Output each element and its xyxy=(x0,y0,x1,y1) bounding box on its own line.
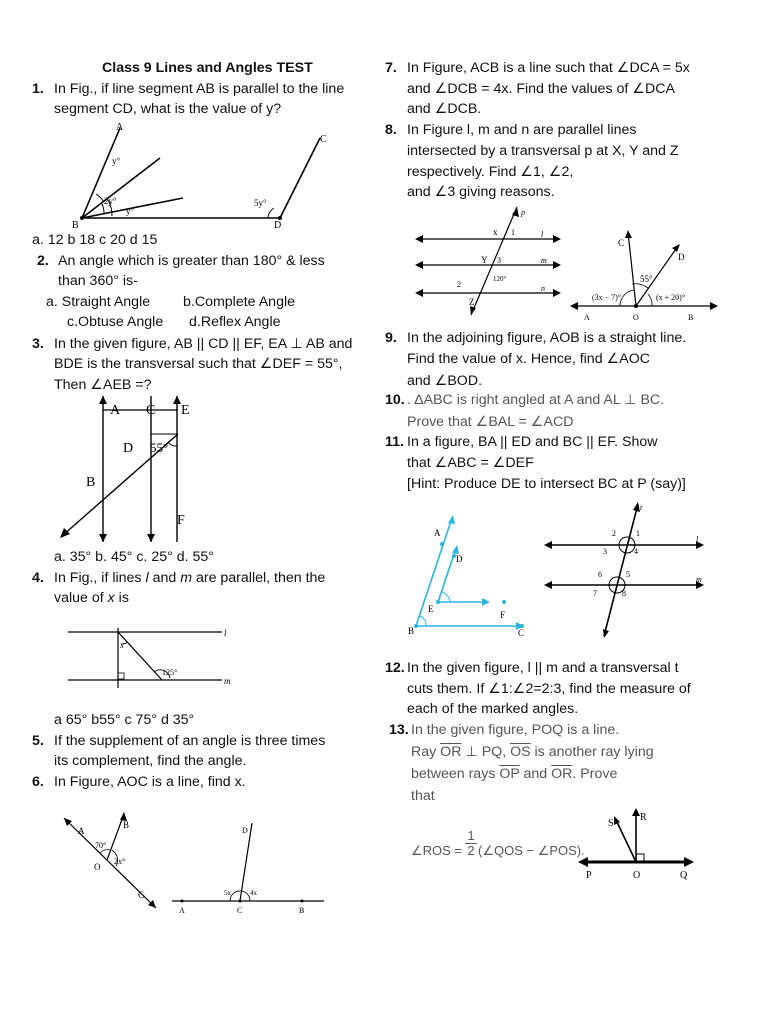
q3-text-line2: BDE is the transversal such that ∠DEF = 55°, xyxy=(54,356,343,372)
q13-text-part4: between rays xyxy=(411,766,500,782)
q9-angle-55: 55° xyxy=(640,274,653,284)
q3-options: a. 35° b. 45° c. 25° d. 55° xyxy=(54,549,214,565)
q3-text-line1: In the given figure, AB || CD || EF, EA ⊥ AB and xyxy=(54,336,353,352)
q8-label-x: x xyxy=(493,227,498,237)
q5-text-line1: If the supplement of an angle is three times xyxy=(54,733,326,749)
q11-label-A: A xyxy=(434,528,441,538)
q8-text-line1: In Figure l, m and n are parallel lines xyxy=(407,122,637,138)
q8-angle-120: 120° xyxy=(493,275,507,283)
q8-text-line3: respectively. Find ∠1, ∠2, xyxy=(407,164,574,180)
q4-label-m: m xyxy=(224,676,231,686)
q8-text-line2: intersected by a transversal p at X, Y and Z xyxy=(407,143,679,159)
q3-text-line3: Then ∠AEB =? xyxy=(54,377,152,393)
q8-label-l: l xyxy=(541,230,544,239)
q2-option-b: b.Complete Angle xyxy=(183,294,295,310)
q12-label-l: l xyxy=(696,535,699,544)
q5-number: 5. xyxy=(32,733,44,749)
q2-text-line1: An angle which is greater than 180° & less xyxy=(58,253,325,269)
q8-angle-3: 3 xyxy=(497,256,501,265)
q1-text-line1: In Fig., if line segment AB is parallel to the line xyxy=(54,81,345,97)
q4-text-line2 xyxy=(54,588,129,608)
q11-text-line1: In a figure, BA || ED and BC || EF. Show xyxy=(407,434,658,450)
q10-text-line1: . ΔABC is right angled at A and AL ⊥ BC. xyxy=(407,392,665,408)
q3-angle-55: 55° xyxy=(150,440,169,455)
q4-label-l: l xyxy=(224,628,227,638)
q4-text-part3: are parallel, then the xyxy=(192,570,326,586)
q9-text-line3: and ∠BOD. xyxy=(407,373,483,389)
q6b-angle-5x: 5x xyxy=(224,889,231,897)
q2-option-c: c.Obtuse Angle xyxy=(67,314,164,330)
q10-text-line2: Prove that ∠BAL = ∠ACD xyxy=(407,414,574,430)
q4-text-x: x xyxy=(107,590,115,606)
q13-label-O: O xyxy=(633,870,641,881)
q6a-label-A: A xyxy=(78,826,85,836)
q10-number: 10. xyxy=(385,392,405,408)
q6-text-line1: In Figure, AOC is a line, find x. xyxy=(54,774,246,790)
q13-label-S: S xyxy=(608,818,614,829)
q8-angle-1: 1 xyxy=(511,228,515,237)
q13-ray-OP: $\overline{OP}$ xyxy=(499,766,520,782)
q2-option-d: d.Reflex Angle xyxy=(189,314,281,330)
q12-angle-4: 4 xyxy=(634,547,638,556)
q4-text-part1: In Fig., if lines xyxy=(54,570,146,586)
q12-text-line1: In the given figure, l || m and a transversal t xyxy=(407,660,679,676)
q6b-angle-4x: 4x xyxy=(250,889,257,897)
q1-options: a. 12 b 18 c 20 d 15 xyxy=(32,232,158,248)
q6b-label-D: D xyxy=(242,826,248,835)
q12-angle-5: 5 xyxy=(626,570,630,579)
q8-text-line4: and ∠3 giving reasons. xyxy=(407,184,555,200)
q3-label-C: C xyxy=(146,403,156,418)
q11-figure xyxy=(404,510,534,640)
q12-angle-1: 1 xyxy=(636,529,640,538)
q9-label-D: D xyxy=(678,252,685,262)
q6-number: 6. xyxy=(32,774,44,790)
q6a-label-O: O xyxy=(94,862,101,872)
q13-number: 13. xyxy=(389,722,409,738)
q12-angle-3: 3 xyxy=(603,547,607,556)
q3-figure xyxy=(50,394,210,544)
q8-figure xyxy=(413,205,563,317)
q8-angle-2: 2 xyxy=(457,280,461,289)
q6b-label-B: B xyxy=(299,906,305,915)
q11-label-D: D xyxy=(456,554,463,564)
q2-number: 2. xyxy=(37,253,49,269)
q6a-angle-2x: 2x° xyxy=(114,857,126,866)
q6-figure-right xyxy=(168,815,328,915)
q4-angle-x: x xyxy=(120,640,124,650)
q6-figure-left xyxy=(56,808,166,913)
q9-figure xyxy=(566,224,721,324)
q1-figure xyxy=(68,120,340,230)
q2-option-a: a. Straight Angle xyxy=(46,294,151,310)
q12-number: 12. xyxy=(385,660,405,676)
q6b-label-C: C xyxy=(237,906,243,915)
q11-label-E: E xyxy=(428,604,434,614)
q13-text-part2: ⊥ PQ, xyxy=(461,744,511,760)
q1-label-D: D xyxy=(274,220,282,230)
q11-text-line3: [Hint: Produce DE to intersect BC at P (say)] xyxy=(407,476,686,492)
q13-ray-OR: $\overline{OR}$ xyxy=(440,744,462,760)
q13-figure xyxy=(576,806,696,882)
q4-text-part5: is xyxy=(114,590,129,606)
q13-formula-numerator: 1 xyxy=(465,829,477,844)
q9-angle-right: (x + 20)° xyxy=(656,293,686,302)
q12-text-line2: cuts them. If ∠1:∠2=2:3, find the measure of xyxy=(407,681,691,697)
q12-angle-6: 6 xyxy=(598,570,602,579)
q8-label-m: m xyxy=(541,256,547,265)
q4-angle-125: 125° xyxy=(162,668,178,677)
q9-text-line1: In the adjoining figure, AOB is a straight line. xyxy=(407,330,687,346)
q11-label-B: B xyxy=(408,626,415,636)
q13-text-part6: . Prove xyxy=(572,766,618,782)
q13-text-line4: that xyxy=(411,788,435,804)
q4-options: a 65° b55° c 75° d 35° xyxy=(54,712,195,728)
q7-text-line1: In Figure, ACB is a line such that ∠DCA = 5x xyxy=(407,60,690,76)
q12-text-line3: each of the marked angles. xyxy=(407,701,579,717)
q9-number: 9. xyxy=(385,330,397,346)
q9-text-line2: Find the value of x. Hence, find ∠AOC xyxy=(407,351,650,367)
q13-ray-OS: $\overline{OS}$ xyxy=(510,744,531,760)
q4-text-line1 xyxy=(54,568,325,588)
q7-text-line2: and ∠DCB = 4x. Find the values of ∠DCA xyxy=(407,81,675,97)
q13-text-line2 xyxy=(411,742,654,762)
q4-text-l: l xyxy=(145,570,149,586)
q1-angle-y-lower: y° xyxy=(126,206,135,216)
q7-text-line3: and ∠DCB. xyxy=(407,101,482,117)
q3-label-D: D xyxy=(123,441,134,456)
q4-text-part4: value of xyxy=(54,590,108,606)
q2-text-line2: than 360° is- xyxy=(58,273,138,289)
q8-label-n: n xyxy=(541,284,545,293)
q4-text-m: m xyxy=(180,570,193,586)
q6a-label-C: C xyxy=(138,890,145,900)
q3-label-B: B xyxy=(86,475,96,490)
q13-ray-OR-2: $\overline{OR}$ xyxy=(551,766,573,782)
q11-label-F: F xyxy=(500,610,506,620)
q12-figure xyxy=(542,500,712,640)
q11-label-C: C xyxy=(518,628,525,638)
q1-text-line2: segment CD, what is the value of y? xyxy=(54,101,282,117)
q11-text-line2: that ∠ABC = ∠DEF xyxy=(407,455,534,471)
q3-label-A: A xyxy=(110,403,121,418)
q9-label-C: C xyxy=(618,238,625,248)
q13-formula-lhs: ∠ROS = xyxy=(411,843,463,858)
q1-angle-5y: 5y° xyxy=(254,198,267,208)
q5-text-line2: its complement, find the angle. xyxy=(54,753,247,769)
q1-angle-y: y° xyxy=(112,156,121,166)
q13-text-line3 xyxy=(411,764,617,784)
q13-formula-rhs: (∠QOS − ∠POS). xyxy=(478,843,585,858)
q13-formula-fraction xyxy=(465,829,477,858)
q13-formula-denominator: 2 xyxy=(467,843,475,858)
q3-number: 3. xyxy=(32,336,44,352)
q13-text-part3: is another ray lying xyxy=(530,744,654,760)
q4-number: 4. xyxy=(32,570,44,586)
q8-label-p: p xyxy=(521,208,525,217)
q12-angle-2: 2 xyxy=(612,529,616,538)
q6b-label-A: A xyxy=(179,906,185,915)
q6a-label-B: B xyxy=(123,820,130,830)
q13-label-Q: Q xyxy=(680,870,688,881)
q1-label-B: B xyxy=(72,220,79,230)
q3-label-E: E xyxy=(181,403,190,418)
q9-label-O: O xyxy=(633,313,639,322)
q1-label-C: C xyxy=(320,134,327,145)
q4-figure xyxy=(62,618,237,698)
q9-label-B: B xyxy=(688,313,694,322)
q11-number: 11. xyxy=(385,434,404,450)
q1-number: 1. xyxy=(32,81,44,97)
q8-label-Z: Z xyxy=(469,297,475,307)
q9-label-A: A xyxy=(584,313,590,322)
q1-angle-2y: 2y° xyxy=(104,196,117,206)
q13-text-part5: and xyxy=(519,766,552,782)
q3-label-F: F xyxy=(177,513,185,528)
q13-text-part1: Ray xyxy=(411,744,441,760)
q8-label-Y: Y xyxy=(481,255,488,265)
q7-number: 7. xyxy=(385,60,397,76)
q12-label-m: m xyxy=(696,575,702,584)
q12-label-t: t xyxy=(640,503,643,512)
q13-label-P: P xyxy=(586,870,592,881)
q6a-angle-70: 70° xyxy=(95,841,107,850)
q1-label-A: A xyxy=(116,122,124,133)
q8-number: 8. xyxy=(385,122,397,138)
q12-angle-7: 7 xyxy=(593,589,597,598)
q13-text-line1: In the given figure, POQ is a line. xyxy=(411,722,620,738)
q9-angle-left: (3x − 7)° xyxy=(592,293,622,302)
page-title: Class 9 Lines and Angles TEST xyxy=(102,60,313,76)
q13-label-R: R xyxy=(640,812,647,823)
q4-text-part2: and xyxy=(148,570,181,586)
q12-angle-8: 8 xyxy=(622,589,626,598)
